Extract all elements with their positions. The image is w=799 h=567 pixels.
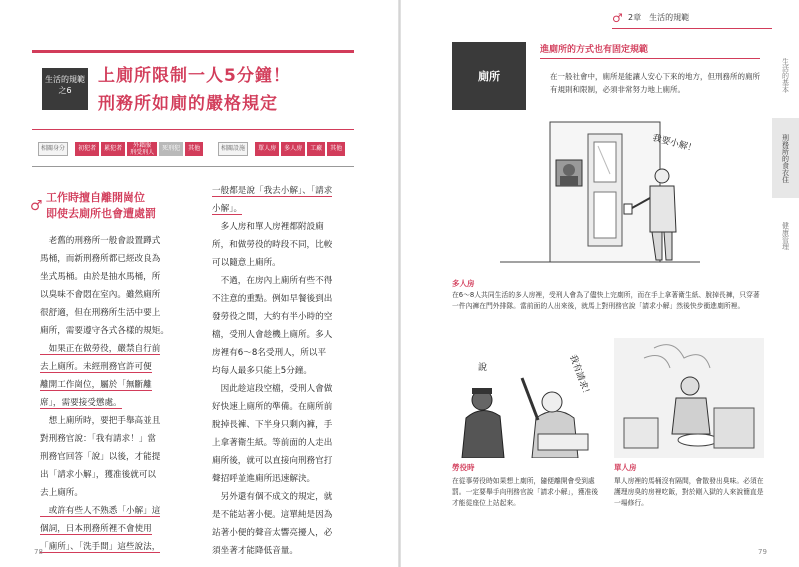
role-chip: 累犯者	[101, 142, 125, 156]
body-text-line: 房裡有6～8名受刑人，所以平	[212, 348, 327, 358]
section-label: 廁所	[452, 42, 526, 110]
subtitle-line-2: 即使去廁所也會遭處罰	[46, 207, 156, 220]
body-text-line: 馬桶，而新刑務所都已經改良為	[40, 254, 161, 264]
caption-single-room: 單人房裡的馬桶沒有隔間，會散發出臭味。必須在護理房臭的房裡吃飯，對於剛入獄的人來說簡直是一場修行。	[614, 477, 764, 507]
caption-title-single-room: 單人房	[614, 463, 637, 472]
caption-multi-room: 在6～8人共同生活的多人房裡，受刑人會為了儘快上完廁所，而在手上拿著衛生紙、脫掉長褲，只穿著一件內褲在門外排隊。當前面的人出來後，就馬上對刑務官說「請求小解」然後快步衝進廁所裡。	[452, 291, 760, 310]
body-text-line: 對刑務官說：「我有請求！」當	[40, 434, 157, 444]
related-roles	[38, 138, 203, 156]
section-subtitle	[46, 190, 156, 222]
labor-request-illustration	[452, 338, 602, 458]
caption-labor: 在從事勞役時如果想上廁所，隨便離開會受到處罰。一定要舉手向刑務官說「請求小解」，獲准後才能從座位上站起來。	[452, 477, 599, 507]
body-text-line: 可以隨意上廁所。	[212, 258, 281, 268]
highlighted-text-line: 個詞，日本刑務所裡不會使用	[40, 524, 152, 534]
chapter-tag: 生活的規範 之6	[42, 68, 88, 110]
body-column-1	[40, 232, 180, 556]
handcuff-icon: ♂	[612, 11, 623, 25]
body-text-line: 不過，在房內上廁所有些不得	[212, 276, 333, 286]
chapter-header-text: 2章 生活的規範	[628, 13, 690, 22]
highlighted-text-line: 席」，需要接受懲處。	[40, 398, 122, 408]
body-text-line: 好快速上廁所的準備。在廁所前	[212, 402, 333, 412]
side-tab-basics[interactable]: 生活的基本	[781, 57, 790, 93]
body-text-line: 站著小便的聲音太響亮擾人，必	[212, 528, 333, 538]
body-text-line: 廁所後，就可以直接向刑務官打	[212, 456, 333, 466]
side-index-tabs	[772, 40, 799, 266]
headline-line-1: 上廁所限制一人5分鐘！	[98, 66, 291, 86]
highlighted-text-line: 「廁所」、「洗手間」這些說法，	[40, 542, 161, 552]
page-spine	[398, 0, 401, 567]
section-title: 進廁所的方式也有固定規範	[540, 42, 760, 59]
highlighted-text-line: 小解」。	[212, 204, 243, 214]
speech-bubble-3: 我有請求！	[567, 353, 592, 400]
facility-chip: 工廠	[307, 142, 325, 156]
body-text-line: 發勞役之間，大約有半小時的空	[212, 312, 333, 322]
body-text-line: 檔，受刑人會趁機上廁所。多人	[212, 330, 333, 340]
body-text-line: 均每人最多只能上5分鐘。	[212, 366, 312, 376]
caption-title-multi-room: 多人房	[452, 279, 475, 288]
highlighted-text-line: 去上廁所。未經刑務官許可便	[40, 362, 152, 372]
section-description: 在一般社會中，廁所是能讓人安心下來的地方，但刑務所的廁所有規則和限制，必須非常努力地上廁所。	[550, 72, 760, 94]
role-chip: 初犯者	[75, 142, 99, 156]
body-text-line: 以臭味不會悶在室內。雖然廁所	[40, 290, 161, 300]
caption-title-labor: 勞役時	[452, 463, 475, 472]
body-text-line: 想上廁所時，要把手舉高並且	[40, 416, 161, 426]
side-tab-health[interactable]: 健康管理	[781, 222, 790, 250]
side-tab-living[interactable]: 刑務所的食衣住	[772, 118, 799, 198]
role-chip: 外籍服 刑受刑人	[127, 142, 157, 156]
body-text-line: 坐式馬桶。由於是抽水馬桶，所	[40, 272, 161, 282]
body-text-line: 上拿著衛生紙。等前面的人走出	[212, 438, 333, 448]
body-text-line: 去上廁所。	[40, 488, 83, 498]
body-text-line: 刑務官回答「說」以後，才能提	[40, 452, 161, 462]
role-chip: 其他	[185, 142, 203, 156]
page-number-left: 78	[34, 548, 43, 556]
body-text-line: 另外還有個不成文的規定，就	[212, 492, 333, 502]
body-text-line: 多人房和單人房裡都附設廁	[212, 222, 324, 232]
body-text-line: 所，和做勞役的時段不同，比較	[212, 240, 333, 250]
handcuff-icon: ♂	[30, 198, 43, 214]
body-text-line: 出「請求小解」，獲准後就可以	[40, 470, 157, 480]
page-title	[98, 62, 291, 118]
body-text-line: 很舒適，但在刑務所生活中要上	[40, 308, 161, 318]
body-text-line: 老舊的刑務所一般會設置蹲式	[40, 236, 161, 246]
subtitle-line-1: 工作時擅自離開崗位	[46, 191, 145, 204]
roles-label: 相關身分	[38, 142, 68, 156]
facilities-label: 相關設施	[218, 142, 248, 156]
highlighted-text-line: 如果正在做勞役，嚴禁自行前	[40, 344, 161, 354]
speech-bubble-1: 我要小解！	[651, 133, 698, 155]
body-text-line: 須坐著才能降低音量。	[212, 546, 298, 556]
highlighted-text-line: 離開工作崗位，屬於「無斷離	[40, 380, 152, 390]
body-text-line: 脫掉長褲、下半身只剩內褲，手	[212, 420, 333, 430]
body-text-line: 不注意的重點。例如早餐後到出	[212, 294, 333, 304]
body-column-2	[212, 182, 352, 560]
body-text-line: 廁所，需要遵守各式各樣的規矩。	[40, 326, 169, 336]
role-chip: 死刑犯	[159, 142, 183, 156]
speech-bubble-2: 說	[478, 363, 488, 373]
facility-chip: 單人房	[255, 142, 279, 156]
facility-chip: 多人房	[281, 142, 305, 156]
body-text-line: 因此趁這段空檔，受刑人會做	[212, 384, 333, 394]
facility-chip: 其他	[327, 142, 345, 156]
highlighted-text-line: 一般都是說「我去小解」、「請求	[212, 186, 333, 196]
headline-line-2: 刑務所如廁的嚴格規定	[98, 94, 278, 114]
body-text-line: 是不能站著小便。這單純是因為	[212, 510, 333, 520]
related-facilities	[218, 138, 345, 152]
highlighted-text-line: 或許有些人不熟悉「小解」這	[40, 506, 161, 516]
page-number-right: 79	[758, 548, 767, 556]
single-room-illustration	[614, 338, 764, 458]
body-text-line: 聲招呼並進廁所迅速解決。	[212, 474, 316, 484]
toilet-door-illustration	[500, 112, 700, 272]
divider	[32, 166, 354, 167]
